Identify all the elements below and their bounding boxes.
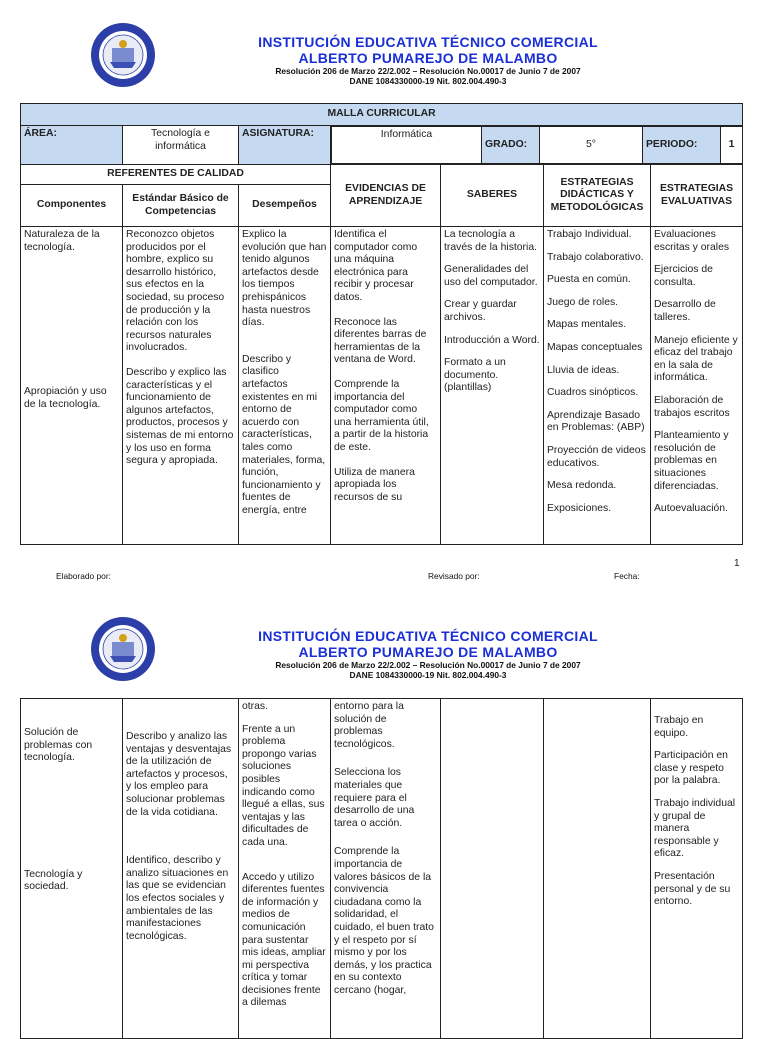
componentes-cell [21, 699, 123, 1039]
institution-subname: ALBERTO PUMAREJO DE MALAMBO [298, 644, 558, 660]
didactica-item: Mapas mentales. [547, 319, 627, 331]
evidencia-item: Identifica el computador como una máquina electrónica para recibir y procesar datos. [334, 229, 418, 303]
resolution-line: Resolución 206 de Marzo 22/2.002 – Resolución No.00017 de Junio 7 de 2007 [275, 66, 581, 76]
desempeno-item: Accedo y utilizo diferentes fuentes de información y medios de comunicación para sustentar mis ideas, ampliar mi perspectiva crítica y tomar decisiones frente a dilemas [242, 871, 326, 1009]
evaluativa-item: Presentación personal y de su entorno. [654, 870, 731, 908]
saber-item: Crear y guardar archivos. [444, 299, 517, 323]
evidencia-item: Utiliza de manera apropiada los recursos de su [334, 466, 415, 503]
dane-nit-line: DANE 1084330000-19 Nit. 802.004.490-3 [349, 670, 507, 680]
componente-item: Solución de problemas con tecnología. [24, 727, 93, 764]
page-number: 1 [734, 558, 740, 569]
desempenos-cell [239, 227, 331, 545]
table-title: MALLA CURRICULAR [21, 104, 743, 126]
evaluativa-item: Manejo eficiente y eficaz del trabajo en la sala de informática. [654, 334, 738, 384]
evaluativa-item: Trabajo en equipo. [654, 715, 704, 739]
fecha-label: Fecha: [614, 571, 640, 581]
evaluativa-item: Ejercicios de consulta. [654, 264, 713, 288]
evidencias-cell [331, 699, 441, 1039]
didacticas-cell [544, 227, 651, 545]
desempeno-item: Explico la evolución que han tenido algunos artefactos desde los tiempos prehispánicos hasta nuestros días. [242, 229, 327, 329]
area-label: ÁREA: [21, 126, 123, 165]
asignatura-value: Informática [332, 127, 482, 164]
area-value: Tecnología e informática [123, 126, 239, 165]
evidencia-item: Selecciona los materiales que requiere para el desarrollo de una tarea o acción. [334, 767, 415, 829]
saber-item: Generalidades del uso del computador. [444, 264, 538, 288]
grade-period-group [331, 126, 743, 165]
saber-item: Formato a un documento. (plantillas) [444, 357, 506, 394]
didactica-item: Mesa redonda. [547, 480, 617, 492]
resolution-line: Resolución 206 de Marzo 22/2.002 – Resolución No.00017 de Junio 7 de 2007 [275, 660, 581, 670]
didactica-item: Puesta en común. [547, 274, 631, 286]
estandar-item: Identifico, describo y analizo situaciones en las que se evidencian los efectos sociales y ambientales de las manifestaciones tecnológicas. [126, 855, 229, 942]
evaluativa-item: Trabajo individual y grupal de manera responsable y eficaz. [654, 797, 736, 860]
grado-value: 5° [540, 127, 643, 164]
saberes-cell-empty [441, 699, 544, 1039]
evaluativa-item: Elaboración de trabajos escritos [654, 394, 730, 419]
evaluativa-item: Evaluaciones escritas y orales [654, 229, 730, 253]
componentes-cell [21, 227, 123, 545]
desempenos-cell [239, 699, 331, 1039]
didacticas-cell-empty [544, 699, 651, 1039]
dane-nit-line: DANE 1084330000-19 Nit. 802.004.490-3 [349, 76, 507, 86]
periodo-label: PERIODO: [643, 127, 721, 164]
saberes-cell [441, 227, 544, 545]
evaluativas-cell [651, 227, 743, 545]
institution-subname: ALBERTO PUMAREJO DE MALAMBO [298, 50, 558, 66]
componente-item: Apropiación y uso de la tecnología. [24, 386, 107, 410]
school-seal-icon [90, 616, 156, 682]
evidencias-cell [331, 227, 441, 545]
referentes-header: REFERENTES DE CALIDAD [21, 165, 331, 185]
elaborado-label: Elaborado por: [56, 571, 111, 581]
institution-name: INSTITUCIÓN EDUCATIVA TÉCNICO COMERCIAL [258, 628, 598, 644]
didactica-item: Lluvia de ideas. [547, 364, 620, 376]
curriculum-table [20, 103, 743, 545]
evidencia-item: Comprende la importancia del computador como una herramienta útil, a partir de la historia de este. [334, 378, 429, 453]
evaluativa-item: Planteamiento y resolución de problemas en situaciones diferenciadas. [654, 430, 729, 492]
desempeno-item: Describo y clasifico artefactos existentes en mi entorno de acuerdo con características, tales como materiales, forma, función, funcionamiento y fuentes de energía, entre [242, 353, 326, 516]
desempenos-header: Desempeños [239, 185, 331, 227]
estandar-cell [123, 227, 239, 545]
grado-label: GRADO: [482, 127, 540, 164]
evidencia-item: Comprende la importancia de valores básicos de la convivencia ciudadana como la solidaridad, el cuidado, el buen trato y el respeto por sí mismo y por los demás, y los practica en su contexto cercano (hogar, [334, 846, 434, 996]
componente-item: Naturaleza de la tecnología. [24, 229, 100, 253]
didactica-item: Aprendizaje Basado en Problemas: (ABP) [547, 409, 645, 434]
estrategias-didacticas-header: ESTRATEGIAS DIDÁCTICAS Y METODOLÓGICAS [544, 165, 651, 227]
evidencias-header: EVIDENCIAS DE APRENDIZAJE [331, 165, 441, 227]
didactica-item: Mapas conceptuales [547, 341, 643, 353]
evaluativa-item: Autoevaluación. [654, 503, 728, 515]
didactica-item: Trabajo Individual. [547, 229, 632, 240]
componentes-header: Componentes [21, 185, 123, 227]
estandar-header: Estándar Básico de Competencias [123, 185, 239, 227]
didactica-item: Trabajo colaborativo. [547, 251, 644, 263]
school-seal-icon [90, 22, 156, 88]
didactica-item: Juego de roles. [547, 296, 619, 308]
saber-item: Introducción a Word. [444, 334, 540, 346]
evidencia-item: entorno para la solución de problemas tecnológicos. [334, 701, 404, 750]
didactica-item: Exposiciones. [547, 502, 612, 514]
saberes-header: SABERES [441, 165, 544, 227]
evaluativa-item: Desarrollo de talleres. [654, 299, 716, 323]
desempeno-item: otras. [242, 701, 268, 712]
didactica-item: Proyección de videos educativos. [547, 444, 646, 469]
periodo-value: 1 [721, 127, 743, 164]
estandar-item: Describo y analizo las ventajas y desventajas de la utilización de artefactos y procesos, y los empleo para solucionar problemas de la vida cotidiana. [126, 731, 232, 818]
institution-name: INSTITUCIÓN EDUCATIVA TÉCNICO COMERCIAL [258, 34, 598, 50]
asignatura-label: ASIGNATURA: [239, 126, 331, 165]
saber-item: La tecnología a través de la historia. [444, 229, 537, 253]
evaluativa-item: Participación en clase y respeto por la palabra. [654, 750, 728, 787]
evaluativas-cell [651, 699, 743, 1039]
estandar-cell [123, 699, 239, 1039]
evidencia-item: Reconoce las diferentes barras de herramientas de la ventana de Word. [334, 316, 427, 366]
componente-item: Tecnología y sociedad. [24, 868, 83, 893]
estandar-item: Describo y explico las características y el funcionamiento de algunos artefactos, productos, procesos y sistemas de mi entorno y los uso en forma segura y apropiada. [126, 366, 234, 467]
didactica-item: Cuadros sinópticos. [547, 387, 639, 399]
estrategias-evaluativas-header: ESTRATEGIAS EVALUATIVAS [651, 165, 743, 227]
curriculum-table-continued [20, 698, 743, 1039]
desempeno-item: Frente a un problema propongo varias soluciones posibles indicando como llegué a ellas, sus ventajas y las dificultades de cada una. [242, 723, 325, 848]
estandar-item: Reconozco objetos producidos por el hombre, explico su desarrollo histórico, sus efectos en la sociedad, su proceso de producción y la relación con los recursos naturales involucrados. [126, 229, 225, 354]
revisado-label: Revisado por: [428, 571, 480, 581]
